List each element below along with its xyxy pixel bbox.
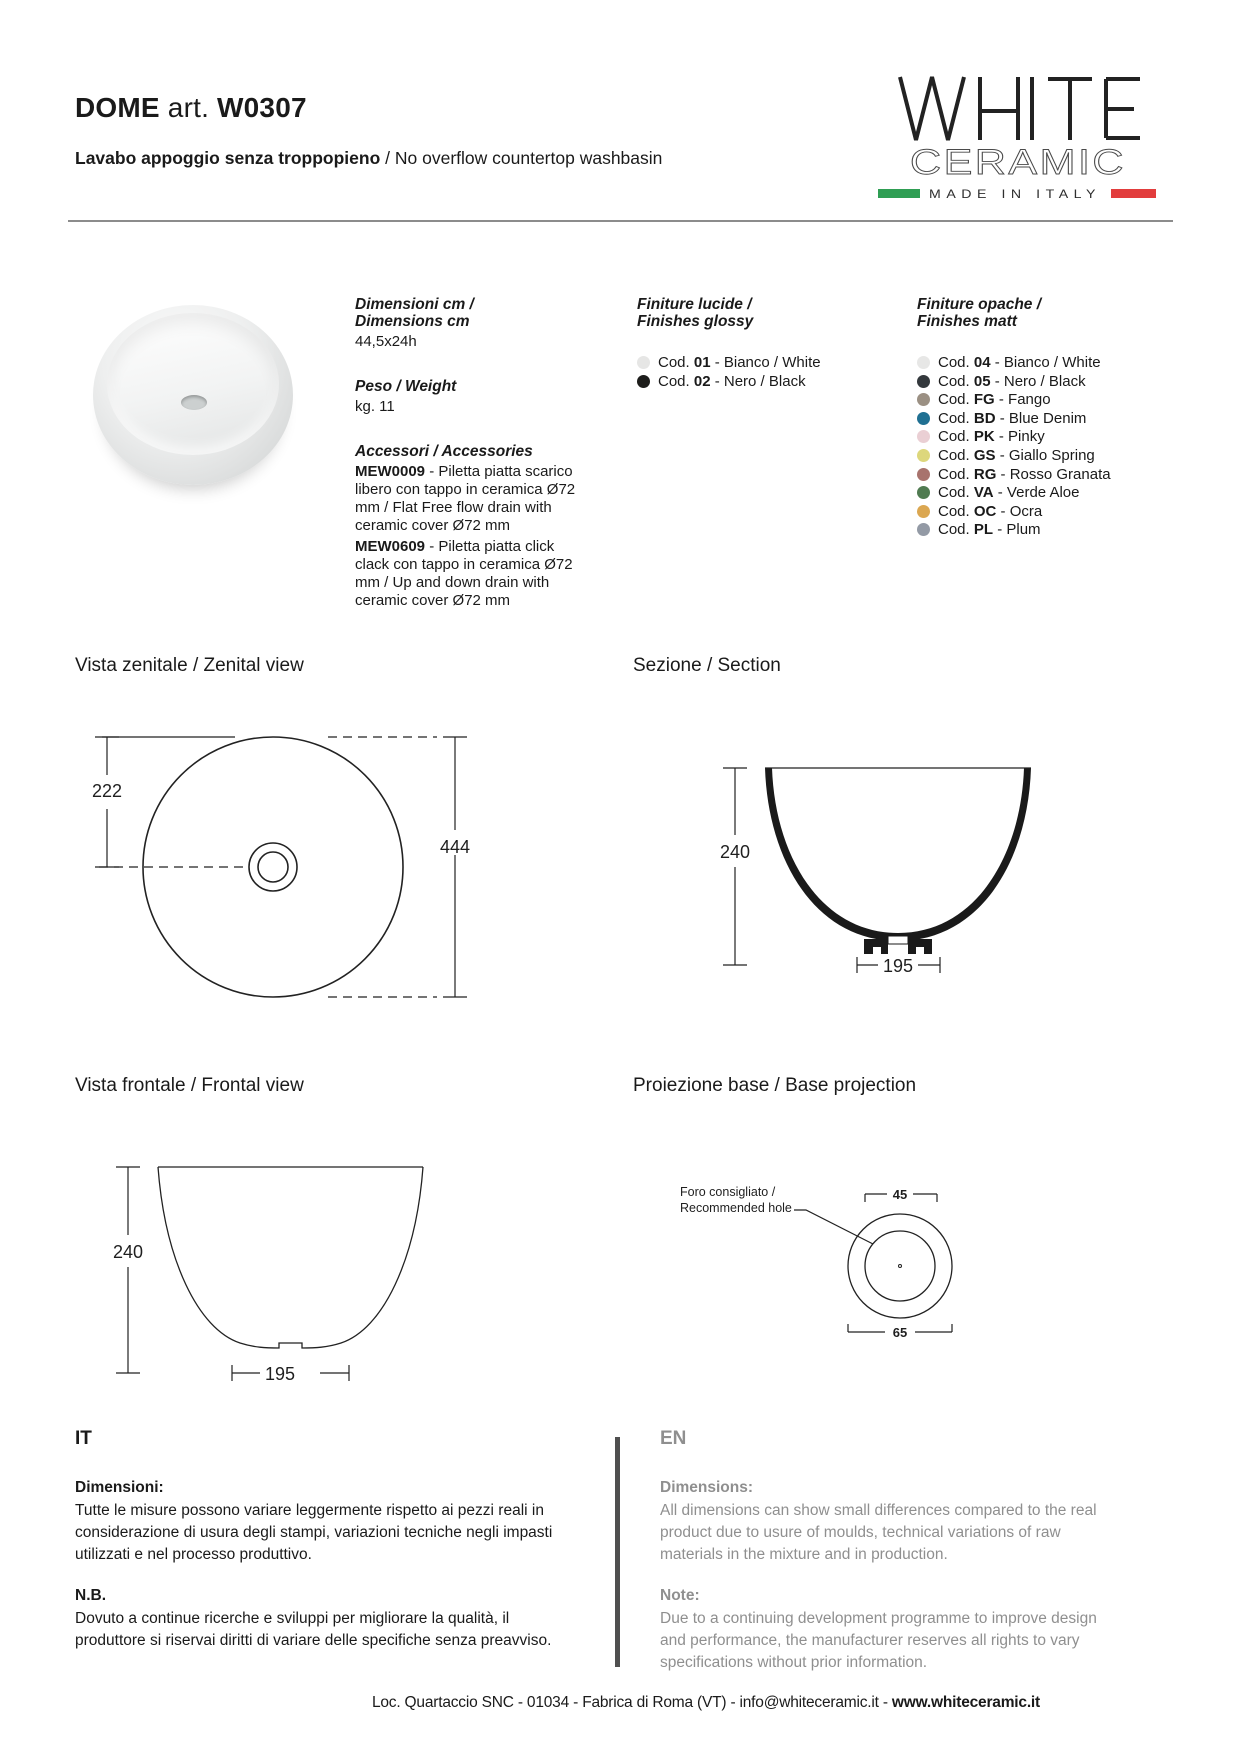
finish-option (637, 356, 877, 369)
section-drawing (640, 745, 1060, 985)
color-swatch (917, 523, 930, 536)
cod-prefix: Cod. (938, 502, 974, 520)
logo-word-white (900, 77, 1140, 140)
cod-prefix: Cod. (938, 409, 974, 427)
dim-label-240-section: 240 (719, 842, 751, 862)
finish-option (917, 446, 1177, 464)
finish-option (917, 484, 1177, 502)
notes-it-nb-title: N.B. (75, 1587, 106, 1604)
flag-green-bar (878, 189, 920, 198)
color-swatch (917, 412, 930, 425)
finish-code: BD (973, 409, 996, 427)
finish-option (917, 521, 1177, 539)
color-swatch (917, 486, 930, 499)
cod-prefix: Cod. (938, 484, 974, 502)
finish-name: - Verde Aloe (993, 484, 1080, 502)
weight-group (355, 378, 590, 416)
finish-name: - Ocra (996, 502, 1043, 520)
dimensions-value: 44,5x24h (355, 333, 417, 350)
bowl-image-rim (107, 313, 279, 455)
brand-logo (878, 70, 1158, 208)
finish-name: - Bianco / White (990, 354, 1101, 371)
finishes-glossy-section (637, 296, 877, 393)
finish-option (917, 372, 1177, 390)
notes-italian (75, 1428, 580, 1673)
finishes-matt-title (917, 296, 1177, 330)
color-swatch (917, 393, 930, 406)
accessory-code: MEW0009 (355, 463, 426, 480)
base-projection-title: Proiezione base / Base projection (633, 1075, 917, 1096)
finish-code: 05 (973, 372, 991, 390)
product-subtitle (75, 148, 662, 169)
notes-en-note-body: Due to a continuing development programme to improve design and performance, the manufacturer reserves all rights to vary specifications without prior information. (660, 1610, 1097, 1671)
finish-name: - Plum (993, 521, 1041, 539)
finish-code: VA (973, 484, 994, 502)
subtitle-italian: Lavabo appoggio senza troppopieno (75, 148, 381, 168)
recommended-hole-line2: Recommended hole (680, 1201, 792, 1215)
finish-name: - Blue Denim (995, 409, 1087, 427)
frontal-drawing (110, 1155, 450, 1390)
finish-option (917, 465, 1177, 483)
dimensions-label-line2: Dimensions cm (355, 313, 470, 330)
finish-code: 04 (973, 354, 991, 371)
finish-name: - Bianco / White (710, 354, 821, 371)
color-swatch (917, 375, 930, 388)
cod-prefix: Cod. (938, 354, 974, 371)
accessory-item (355, 538, 590, 610)
finishes-glossy-title-line2: Finishes glossy (637, 313, 754, 330)
article-code: W0307 (217, 92, 307, 123)
zenital-drawing (85, 715, 475, 1015)
header-divider (68, 220, 1173, 222)
finish-option (917, 428, 1177, 446)
color-swatch (917, 430, 930, 443)
finishes-glossy-title-line1: Finiture lucide / (637, 296, 752, 313)
dim-label-240-frontal: 240 (112, 1242, 144, 1262)
dimensions-group (355, 296, 590, 351)
cod-prefix: Cod. (658, 354, 694, 371)
finish-option (917, 391, 1177, 409)
accessories-group (355, 443, 590, 610)
bowl-image-drain (181, 395, 207, 410)
recommended-hole-line1: Foro consigliato / (680, 1185, 776, 1199)
finish-code: 02 (693, 372, 711, 390)
finish-code: OC (973, 502, 997, 520)
finishes-matt-title-line2: Finishes matt (917, 313, 1017, 330)
notes-divider-bar (615, 1437, 620, 1667)
dim-label-195-frontal: 195 (264, 1364, 296, 1384)
footer-contact-line (0, 1694, 1040, 1712)
cod-prefix: Cod. (938, 428, 974, 446)
finish-name: - Giallo Spring (995, 446, 1095, 464)
color-swatch (917, 356, 930, 369)
accessory-code: MEW0609 (355, 538, 426, 555)
finish-option (917, 356, 1177, 369)
cod-prefix: Cod. (658, 372, 694, 390)
dim-label-65: 65 (892, 1325, 908, 1340)
finishes-matt-title-line1: Finiture opache / (917, 296, 1042, 313)
color-swatch (917, 468, 930, 481)
finish-name: - Pinky (994, 428, 1045, 446)
weight-label: Peso / Weight (355, 378, 457, 395)
notes-it-nb-body: Dovuto a continue ricerche e sviluppi per migliorare la qualità, il produttore si riservai diritti di variare delle specifiche senza preavviso. (75, 1610, 552, 1649)
finish-option (637, 372, 877, 390)
accessories-label: Accessori / Accessories (355, 443, 533, 460)
notes-it-dimensions-body: Tutte le misure possono variare leggermente rispetto ai pezzi reali in considerazione di usura degli stampi, variazioni tecniche negli impasti utilizzati e nel processo produttivo. (75, 1502, 553, 1563)
cod-prefix: Cod. (938, 391, 974, 409)
product-photo (85, 303, 301, 493)
spec-column (355, 296, 590, 610)
dim-label-222: 222 (91, 781, 123, 801)
finish-option (917, 409, 1177, 427)
accessory-description: - Piletta piatta click clack con tappo in ceramica Ø72 mm / Up and down drain with ceramic cover Ø72 mm (355, 538, 573, 609)
cod-prefix: Cod. (938, 521, 974, 539)
notes-it-dimensions-title: Dimensioni: (75, 1479, 164, 1496)
notes-en-dimensions-body: All dimensions can show small differences compared to the real product due to usure of moulds, technical variations of raw materials in the mixture and in production. (660, 1502, 1097, 1563)
finish-name: - Nero / Black (990, 372, 1086, 390)
page-title (75, 92, 307, 124)
weight-value: kg. 11 (355, 398, 395, 415)
logo-word-ceramic: CERAMIC (910, 143, 1126, 182)
finish-code: GS (973, 446, 996, 464)
dim-label-45: 45 (892, 1187, 908, 1202)
finish-code: FG (973, 391, 995, 409)
color-swatch (917, 449, 930, 462)
finish-name: - Nero / Black (710, 372, 806, 390)
footer-website: www.whiteceramic.it (891, 1694, 1040, 1711)
footer-address: Loc. Quartaccio SNC - 01034 - Fabrica di Roma (VT) - info@whiteceramic.it - (371, 1694, 892, 1711)
product-name: DOME (75, 92, 160, 123)
finish-name: - Fango (994, 391, 1051, 409)
cod-prefix: Cod. (938, 446, 974, 464)
finish-code: RG (973, 465, 997, 483)
color-swatch (917, 505, 930, 518)
frontal-view-title: Vista frontale / Frontal view (75, 1075, 304, 1096)
flag-red-bar (1111, 189, 1156, 198)
notes-english (660, 1428, 1115, 1695)
notes-it-lang: IT (75, 1428, 92, 1449)
subtitle-english: / No overflow countertop washbasin (380, 148, 663, 168)
finish-code: 01 (693, 354, 711, 371)
finishes-glossy-title (637, 296, 877, 330)
zenital-view-title: Vista zenitale / Zenital view (75, 655, 304, 676)
finishes-matt-section (917, 296, 1177, 542)
finish-code: PK (973, 428, 995, 446)
recommended-hole-label (680, 1184, 792, 1216)
notes-en-note-title: Note: (660, 1587, 700, 1604)
dimensions-label (355, 296, 590, 330)
section-view-title: Sezione / Section (633, 655, 781, 676)
article-prefix: art. (159, 92, 218, 123)
finish-option (917, 502, 1177, 520)
dimensions-label-line1: Dimensioni cm / (355, 296, 474, 313)
color-swatch (637, 375, 650, 388)
notes-en-dimensions-title: Dimensions: (660, 1479, 754, 1496)
dim-label-444: 444 (439, 837, 471, 857)
made-in-italy-label: MADE IN ITALY (929, 189, 1101, 201)
base-projection-drawing (610, 1180, 1010, 1350)
finish-name: - Rosso Granata (996, 465, 1111, 483)
cod-prefix: Cod. (938, 372, 974, 390)
accessory-item (355, 463, 590, 535)
notes-en-lang: EN (660, 1428, 687, 1449)
finish-code: PL (973, 521, 994, 539)
cod-prefix: Cod. (938, 465, 974, 483)
accessory-description: - Piletta piatta scarico libero con tappo in ceramica Ø72 mm / Flat Free flow drain with ceramic cover Ø72 mm (355, 463, 576, 534)
color-swatch (637, 356, 650, 369)
dim-label-195-section: 195 (882, 956, 914, 976)
